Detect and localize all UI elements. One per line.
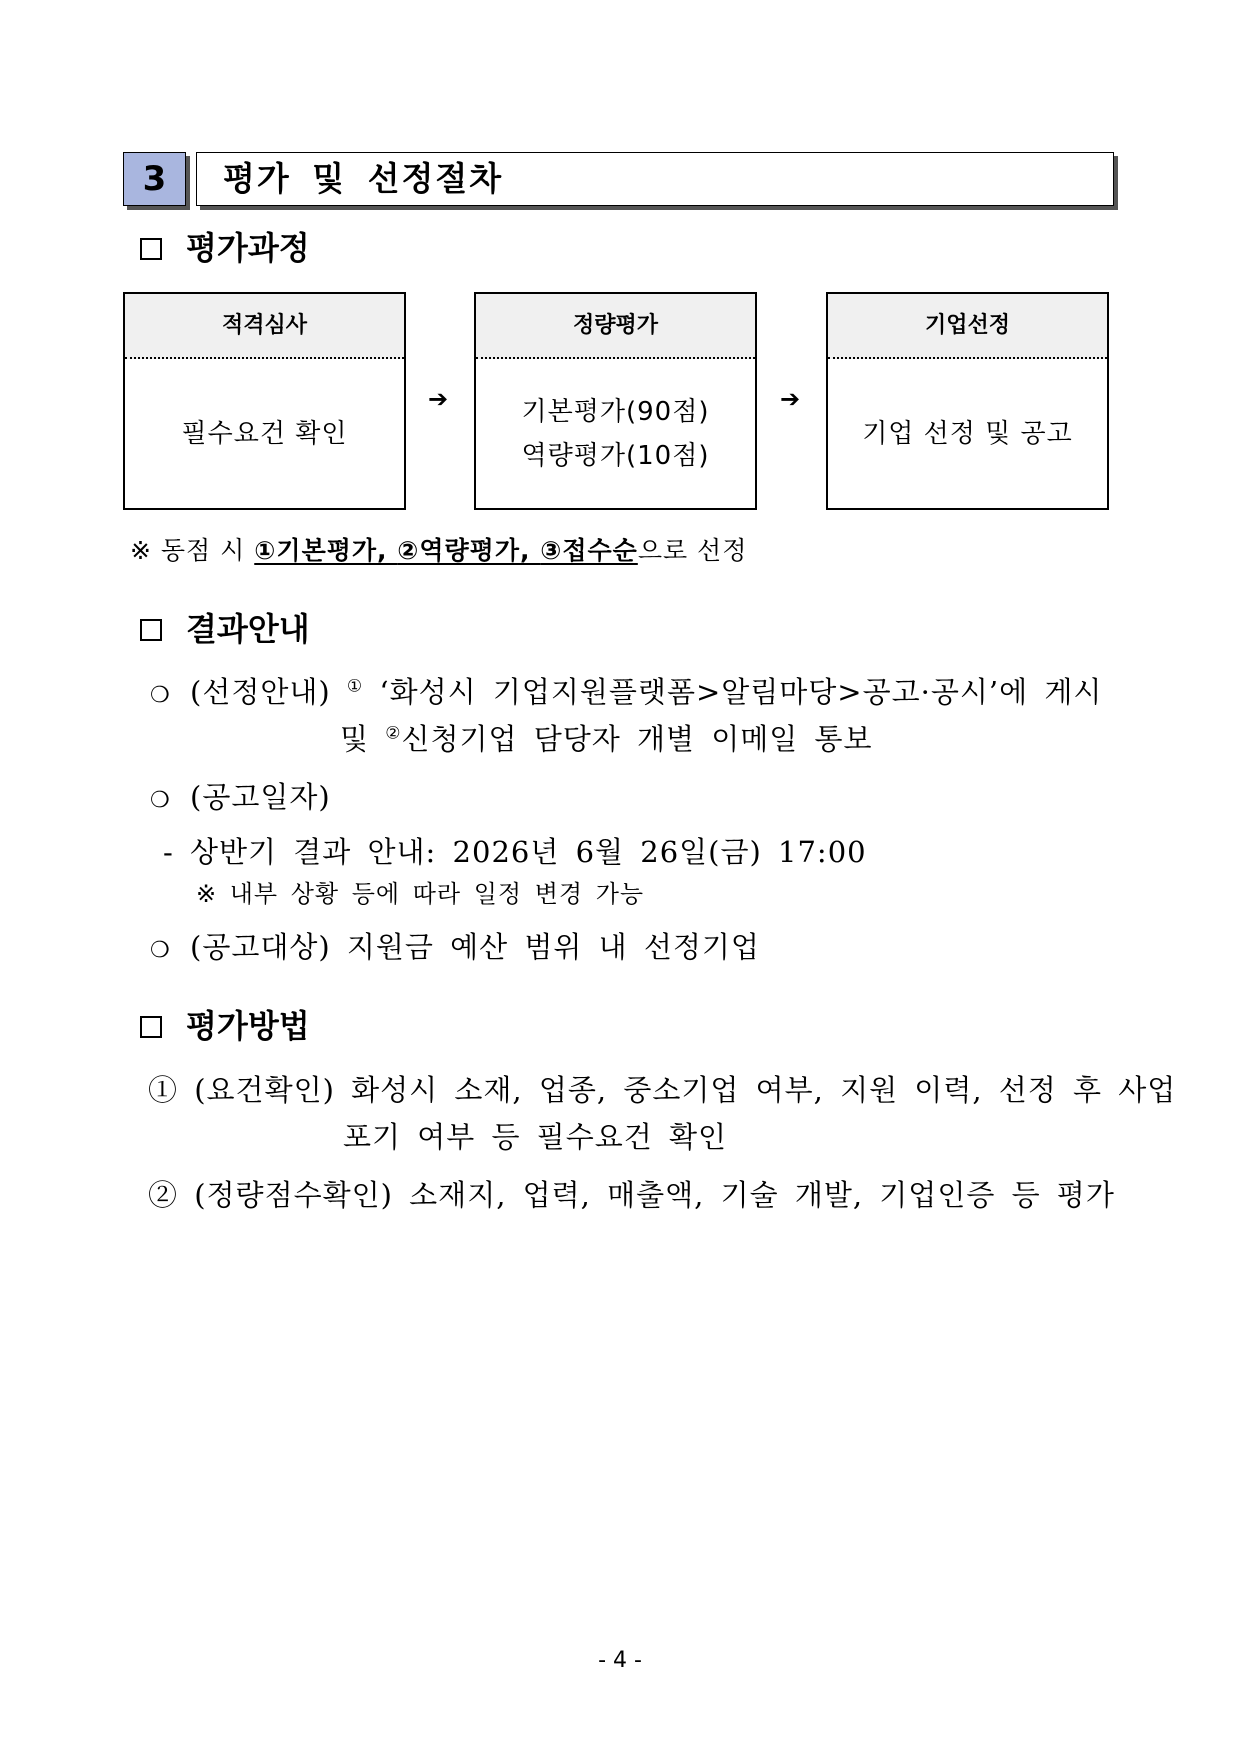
- process-step-body: 기업 선정 및 공고: [862, 419, 1073, 449]
- process-heading: 평가과정: [140, 228, 310, 268]
- square-bullet-icon: [140, 619, 162, 641]
- circle-bullet-icon: ❍: [150, 683, 171, 708]
- tie-break-note: ※ 동점 시 ①기본평가, ②역량평가, ③접수순으로 선정: [130, 536, 748, 565]
- process-step-head: 정량평가: [476, 294, 755, 359]
- arrow-right-icon: ➔: [428, 385, 449, 413]
- section-title: 평가 및 선정절차: [223, 159, 504, 198]
- process-step-3: [826, 292, 1109, 510]
- result-heading: 결과안내: [140, 609, 310, 649]
- page-number: - 4 -: [598, 1648, 642, 1673]
- schedule-change-note: ※ 내부 상황 등에 따라 일정 변경 가능: [196, 880, 645, 908]
- square-bullet-icon: [140, 1016, 162, 1038]
- notice-date-line: ❍ (공고일자): [150, 780, 331, 814]
- notice-date-detail: - 상반기 결과 안내: 2026년 6월 26일(금) 17:00: [163, 835, 867, 869]
- process-step-body: 기본평가(90점) 역량평가(10점): [521, 397, 710, 471]
- method-item-1-cont: 포기 여부 등 필수요건 확인: [343, 1120, 728, 1154]
- process-step-1: [123, 292, 406, 510]
- circle-bullet-icon: ❍: [150, 938, 171, 963]
- process-step-body: 필수요건 확인: [181, 419, 348, 449]
- method-item-1: ① (요건확인) 화성시 소재, 업종, 중소기업 여부, 지원 이력, 선정 후 사업: [148, 1073, 1177, 1107]
- process-step-head: 적격심사: [125, 294, 404, 359]
- section-title-box: [196, 152, 1114, 206]
- section-number: 3: [123, 152, 186, 206]
- circle-bullet-icon: ❍: [150, 788, 171, 813]
- arrow-right-icon: ➔: [780, 385, 801, 413]
- notice-target-line: ❍ (공고대상) 지원금 예산 범위 내 선정기업: [150, 930, 760, 964]
- method-heading: 평가방법: [140, 1006, 310, 1046]
- method-item-2: ② (정량점수확인) 소재지, 업력, 매출액, 기술 개발, 기업인증 등 평가: [148, 1178, 1115, 1212]
- selection-guide-line-2: 및 ②신청기업 담당자 개별 이메일 통보: [340, 722, 873, 756]
- selection-guide-line: ❍ (선정안내) ① ‘화성시 기업지원플랫폼>알림마당>공고·공시’에 게시: [150, 675, 1103, 709]
- process-step-2: [474, 292, 757, 510]
- square-bullet-icon: [140, 238, 162, 260]
- process-step-head: 기업선정: [828, 294, 1107, 359]
